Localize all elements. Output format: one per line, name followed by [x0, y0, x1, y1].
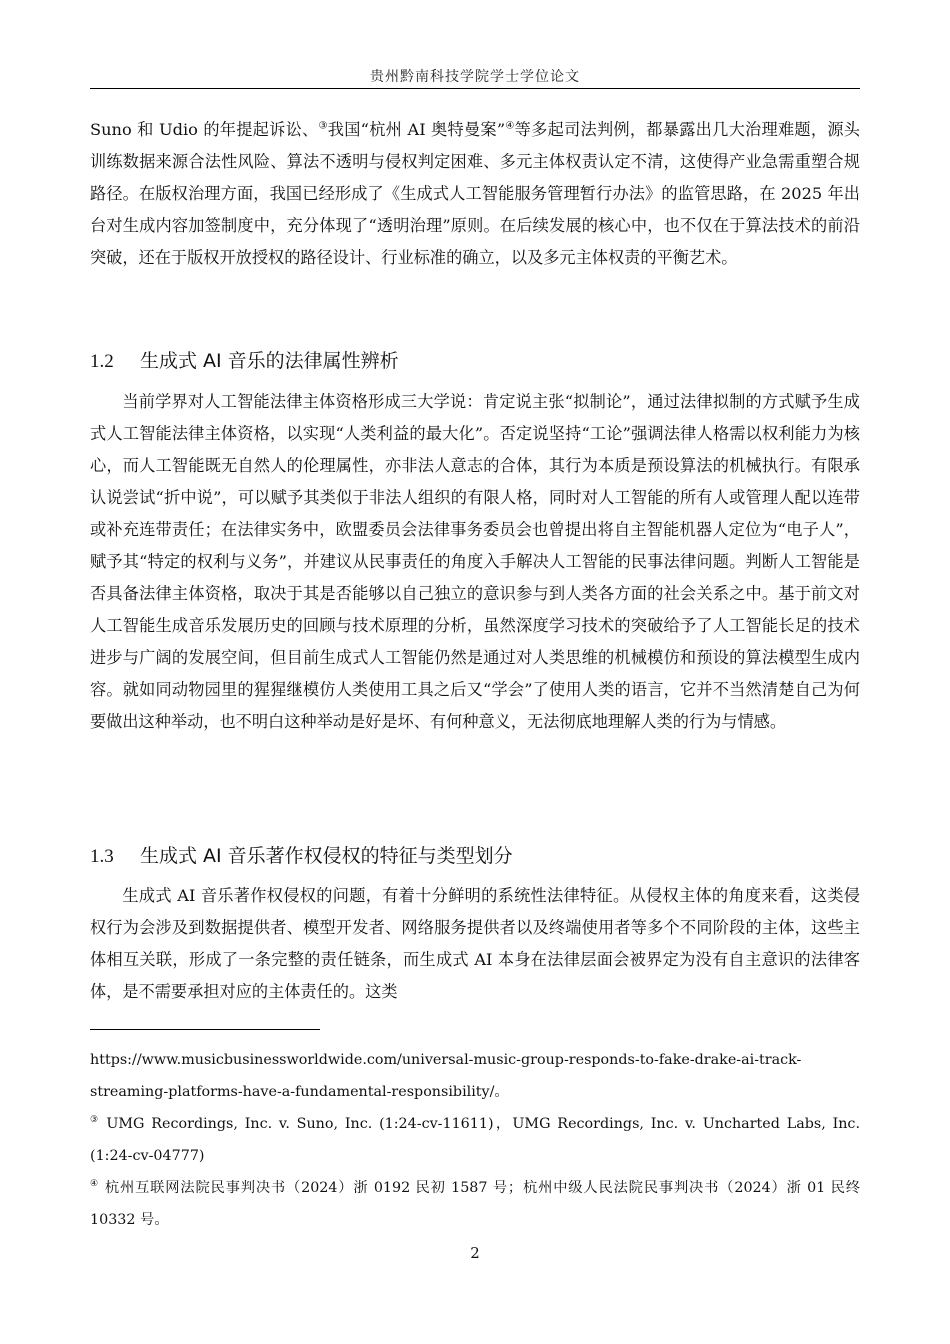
- footnote-3: [90, 1108, 860, 1172]
- footnote-continued: https://www.musicbusinessworldwide.com/universal-music-group-responds-to-fake-drake-ai-track-streaming-platforms-have-a-fundamental-responsibility/。: [90, 1052, 802, 1100]
- footnote-ref-3[interactable]: ③: [318, 120, 328, 132]
- section-number: 1.2: [90, 351, 114, 372]
- footnote-3-text: UMG Recordings, Inc. v. Suno, Inc. (1:24-cv-11611)，UMG Recordings, Inc. v. Uncharted Labs, Inc. (1:24-cv-04777): [90, 1116, 860, 1164]
- header-rule: [90, 88, 860, 89]
- footnote-4: [90, 1172, 860, 1236]
- footnote-mark-4: ④: [90, 1179, 99, 1190]
- section-heading-1-3: [90, 841, 860, 868]
- intro-text-1: Suno 和 Udio 的年提起诉讼、: [90, 120, 319, 139]
- intro-text-2: 我国“杭州 AI 奥特曼案”: [327, 120, 506, 139]
- section-1-2-paragraph: 当前学界对人工智能法律主体资格形成三大学说：肯定说主张“拟制论”，通过法律拟制的方式赋予生成式人工智能法律主体资格，以实现“人类利益的最大化”。否定说坚持“工论”强调法律人格需以权利能力为核心，而人工智能既无自然人的伦理属性，亦非法人意志的合体，其行为本质是预设算法的机械执行。有限承认说尝试“折中说”，可以赋予其类似于非法人组织的有限人格，同时对人工智能的所有人或管理人配以连带或补充连带责任；在法律实务中，欧盟委员会法律事务委员会也曾提出将自主智能机器人定位为“电子人”，赋予其“特定的权利与义务”，并建议从民事责任的角度入手解决人工智能的民事法律问题。判断人工智能是否具备法律主体资格，取决于其是否能够以自己独立的意识参与到人类各方面的社会关系之中。基于前文对人工智能生成音乐发展历史的回顾与技术原理的分析，虽然深度学习技术的突破给予了人工智能长足的技术进步与广阔的发展空间，但目前生成式人工智能仍然是通过对人类思维的机械模仿和预设的算法模型生成内容。就如同动物园里的猩猩继模仿人类使用工具之后又“学会”了使用人类的语言，它并不当然清楚自己为何要做出这种举动，也不明白这种举动是好是坏、有何种意义，无法彻底地理解人类的行为与情感。: [90, 392, 860, 731]
- footnote-separator: [90, 1029, 320, 1030]
- section-number: 1.3: [90, 846, 114, 867]
- section-heading-1-2: [90, 346, 860, 373]
- section-title: 生成式 AI 音乐著作权侵权的特征与类型划分: [140, 845, 513, 867]
- section-title: 生成式 AI 音乐的法律属性辨析: [140, 350, 399, 372]
- footnote-mark-3: ③: [90, 1115, 101, 1126]
- section-1-3-paragraph: 生成式 AI 音乐著作权侵权的问题，有着十分鲜明的系统性法律特征。从侵权主体的角度来看，这类侵权行为会涉及到数据提供者、模型开发者、网络服务提供者以及终端使用者等多个不同阶段的主体，这些主体相互关联，形成了一条完整的责任链条，而生成式 AI 本身在法律层面会被界定为没有自主意识的法律客体，是不需要承担对应的主体责任的。这类: [90, 886, 860, 1001]
- footnote-4-text: 杭州互联网法院民事判决书（2024）浙 0192 民初 1587 号；杭州中级人民法院民事判决书（2024）浙 01 民终 10332 号。: [90, 1180, 860, 1228]
- intro-text-3: 等多起司法判例，都暴露出几大治理难题，源头训练数据来源合法性风险、算法不透明与侵权判定困难、多元主体权责认定不清，这使得产业急需重塑合规路径。在版权治理方面，我国已经形成了《生成式人工智能服务管理暂行办法》的监管思路，在 2025 年出台对生成内容加签制度中，充分体现了“透明治理”原则。在后续发展的核心中，也不仅在于算法技术的前沿突破，还在于版权开放授权的路径设计、行业标准的确立，以及多元主体权责的平衡艺术。: [90, 120, 860, 267]
- intro-paragraph: [90, 114, 860, 274]
- page-number: 2: [470, 1244, 480, 1262]
- footnote-ref-4[interactable]: ④: [505, 120, 515, 132]
- running-header: 贵州黔南科技学院学士学位论文: [370, 69, 580, 85]
